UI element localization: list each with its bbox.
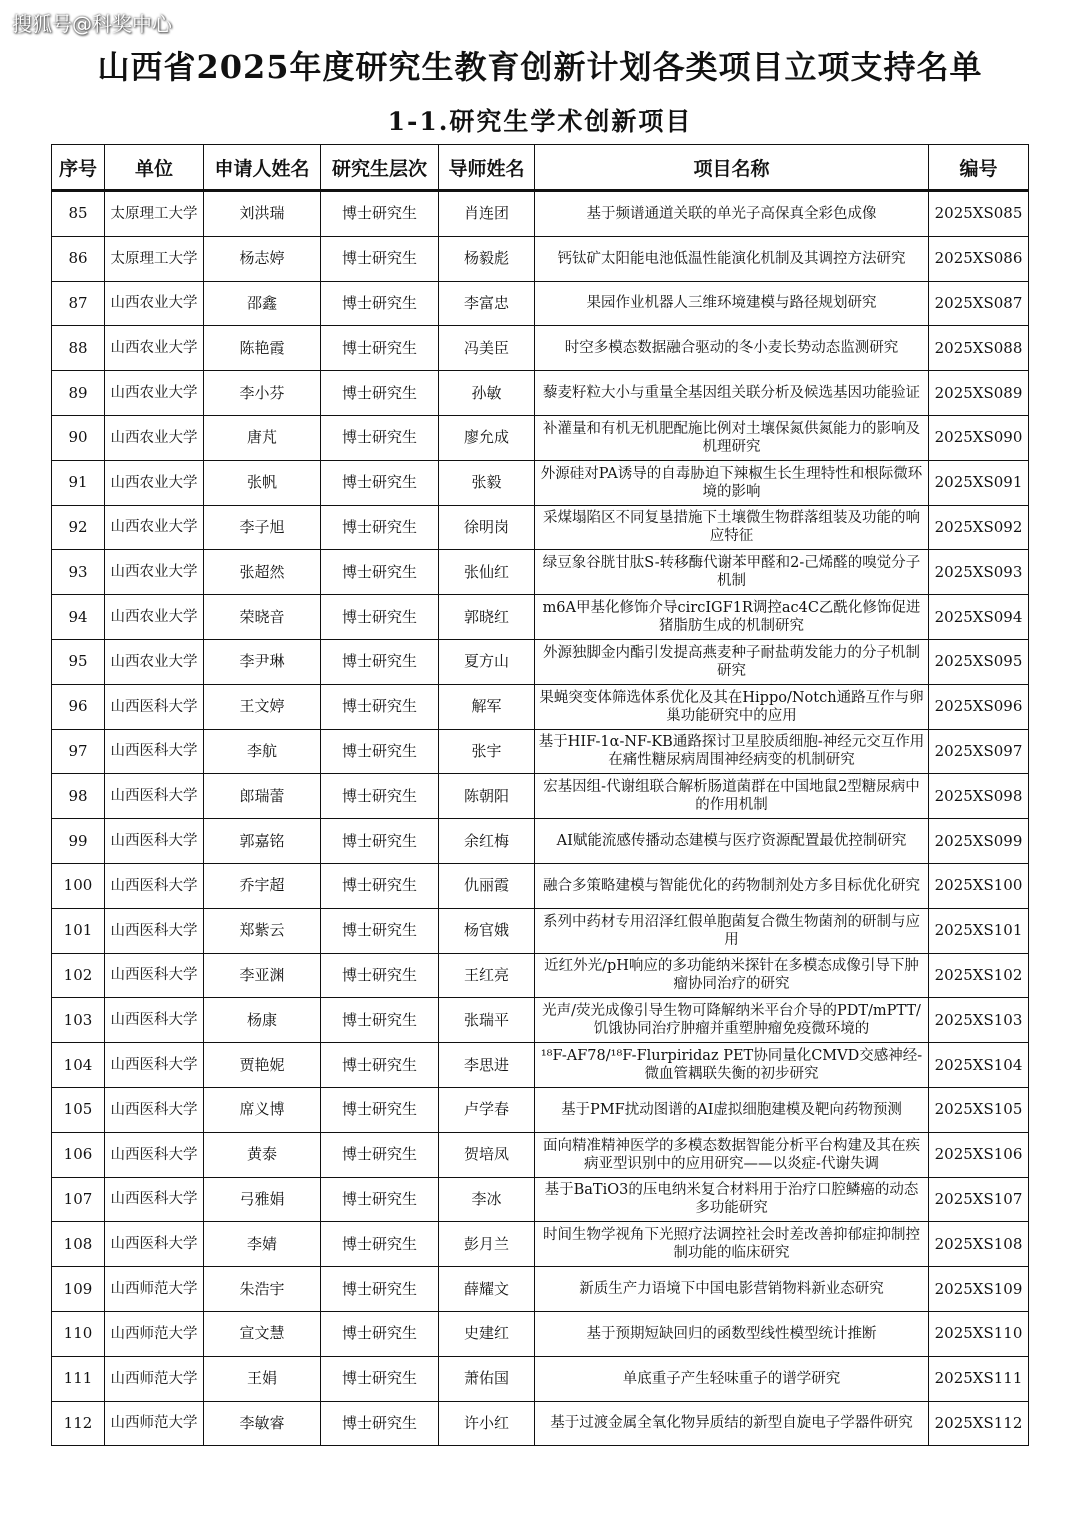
cell-unit: 山西医科大学 xyxy=(105,819,204,864)
cell-index: 92 xyxy=(52,505,105,550)
section-subtitle: 1-1.研究生学术创新项目 xyxy=(387,107,693,136)
cell-project-name: 时空多模态数据融合驱动的冬小麦长势动态监测研究 xyxy=(535,326,929,371)
cell-advisor: 杨毅彪 xyxy=(439,236,535,281)
cell-index: 109 xyxy=(52,1267,105,1312)
cell-unit: 山西农业大学 xyxy=(105,371,204,416)
cell-level: 博士研究生 xyxy=(321,729,439,774)
cell-applicant: 杨康 xyxy=(204,998,321,1043)
cell-project-name: 采煤塌陷区不同复垦措施下土壤微生物群落组装及功能的响应特征 xyxy=(535,505,929,550)
cell-applicant: 乔宇超 xyxy=(204,863,321,908)
table-row xyxy=(52,1356,1029,1401)
cell-code: 2025XS086 xyxy=(929,236,1029,281)
cell-code: 2025XS091 xyxy=(929,460,1029,505)
cell-unit: 山西农业大学 xyxy=(105,595,204,640)
cell-project-name: 融合多策略建模与智能优化的药物制剂处方多目标优化研究 xyxy=(535,863,929,908)
cell-applicant: 邵鑫 xyxy=(204,281,321,326)
cell-level: 博士研究生 xyxy=(321,326,439,371)
table-row xyxy=(52,1132,1029,1177)
table-row xyxy=(52,1267,1029,1312)
cell-code: 2025XS099 xyxy=(929,819,1029,864)
cell-unit: 山西医科大学 xyxy=(105,774,204,819)
cell-level: 博士研究生 xyxy=(321,1401,439,1446)
cell-advisor: 彭月兰 xyxy=(439,1222,535,1267)
cell-advisor: 廖允成 xyxy=(439,415,535,460)
header-index: 序号 xyxy=(52,145,105,191)
cell-level: 博士研究生 xyxy=(321,819,439,864)
table-row xyxy=(52,326,1029,371)
cell-level: 博士研究生 xyxy=(321,908,439,953)
cell-unit: 山西医科大学 xyxy=(105,1222,204,1267)
cell-unit: 山西农业大学 xyxy=(105,550,204,595)
table-row xyxy=(52,415,1029,460)
cell-project-name: 果园作业机器人三维环境建模与路径规划研究 xyxy=(535,281,929,326)
cell-level: 博士研究生 xyxy=(321,953,439,998)
cell-project-name: 单底重子产生轻味重子的谱学研究 xyxy=(535,1356,929,1401)
cell-advisor: 杨官娥 xyxy=(439,908,535,953)
cell-project-name: 宏基因组-代谢组联合解析肠道菌群在中国地鼠2型糖尿病中的作用机制 xyxy=(535,774,929,819)
table-row xyxy=(52,684,1029,729)
cell-advisor: 贺培凤 xyxy=(439,1132,535,1177)
cell-index: 101 xyxy=(52,908,105,953)
header-applicant: 申请人姓名 xyxy=(204,145,321,191)
table-row xyxy=(52,505,1029,550)
cell-advisor: 李冰 xyxy=(439,1177,535,1222)
cell-index: 106 xyxy=(52,1132,105,1177)
cell-unit: 山西农业大学 xyxy=(105,326,204,371)
cell-unit: 山西师范大学 xyxy=(105,1311,204,1356)
cell-unit: 太原理工大学 xyxy=(105,236,204,281)
cell-level: 博士研究生 xyxy=(321,1311,439,1356)
cell-level: 博士研究生 xyxy=(321,1043,439,1088)
cell-level: 博士研究生 xyxy=(321,595,439,640)
cell-index: 94 xyxy=(52,595,105,640)
cell-project-name: 基于BaTiO3的压电纳米复合材料用于治疗口腔鳞癌的动态多功能研究 xyxy=(535,1177,929,1222)
cell-index: 102 xyxy=(52,953,105,998)
cell-applicant: 荣晓音 xyxy=(204,595,321,640)
header-advisor: 导师姓名 xyxy=(439,145,535,191)
cell-applicant: 陈艳霞 xyxy=(204,326,321,371)
cell-project-name: 光声/荧光成像引导生物可降解纳米平台介导的PDT/mPTT/饥饿协同治疗肿瘤并重塑肿瘤免疫微环境的 xyxy=(535,998,929,1043)
cell-applicant: 杨志婷 xyxy=(204,236,321,281)
project-table xyxy=(51,144,1029,1446)
cell-code: 2025XS110 xyxy=(929,1311,1029,1356)
cell-index: 107 xyxy=(52,1177,105,1222)
cell-unit: 山西医科大学 xyxy=(105,1087,204,1132)
cell-index: 111 xyxy=(52,1356,105,1401)
cell-code: 2025XS090 xyxy=(929,415,1029,460)
cell-level: 博士研究生 xyxy=(321,505,439,550)
cell-applicant: 王娟 xyxy=(204,1356,321,1401)
cell-code: 2025XS092 xyxy=(929,505,1029,550)
cell-level: 博士研究生 xyxy=(321,774,439,819)
cell-code: 2025XS102 xyxy=(929,953,1029,998)
cell-advisor: 卢学春 xyxy=(439,1087,535,1132)
cell-applicant: 席义博 xyxy=(204,1087,321,1132)
table-row xyxy=(52,1177,1029,1222)
cell-unit: 山西医科大学 xyxy=(105,1043,204,1088)
cell-code: 2025XS088 xyxy=(929,326,1029,371)
cell-applicant: 李航 xyxy=(204,729,321,774)
table-body xyxy=(52,191,1029,1446)
cell-applicant: 张超然 xyxy=(204,550,321,595)
cell-advisor: 徐明岗 xyxy=(439,505,535,550)
cell-project-name: 基于HIF-1α-NF-KB通路探讨卫星胶质细胞-神经元交互作用在痛性糖尿病周围神经病变的机制研究 xyxy=(535,729,929,774)
cell-code: 2025XS085 xyxy=(929,191,1029,237)
table-row xyxy=(52,236,1029,281)
cell-advisor: 解军 xyxy=(439,684,535,729)
table-row xyxy=(52,729,1029,774)
cell-advisor: 张宇 xyxy=(439,729,535,774)
cell-project-name: 外源硅对PA诱导的自毒胁迫下辣椒生长生理特性和根际微环境的影响 xyxy=(535,460,929,505)
cell-index: 112 xyxy=(52,1401,105,1446)
cell-code: 2025XS108 xyxy=(929,1222,1029,1267)
cell-index: 93 xyxy=(52,550,105,595)
cell-applicant: 朱浩宇 xyxy=(204,1267,321,1312)
cell-level: 博士研究生 xyxy=(321,460,439,505)
cell-unit: 太原理工大学 xyxy=(105,191,204,237)
cell-unit: 山西师范大学 xyxy=(105,1401,204,1446)
cell-level: 博士研究生 xyxy=(321,550,439,595)
cell-applicant: 郑紫云 xyxy=(204,908,321,953)
cell-index: 105 xyxy=(52,1087,105,1132)
cell-project-name: 系列中药材专用沼泽红假单胞菌复合微生物菌剂的研制与应用 xyxy=(535,908,929,953)
cell-applicant: 王文婷 xyxy=(204,684,321,729)
cell-project-name: AI赋能流感传播动态建模与医疗资源配置最优控制研究 xyxy=(535,819,929,864)
cell-project-name: 果蝇突变体筛选体系优化及其在Hippo/Notch通路互作与卵巢功能研究中的应用 xyxy=(535,684,929,729)
cell-unit: 山西农业大学 xyxy=(105,415,204,460)
cell-code: 2025XS111 xyxy=(929,1356,1029,1401)
cell-applicant: 黄泰 xyxy=(204,1132,321,1177)
cell-level: 博士研究生 xyxy=(321,998,439,1043)
table-header-row xyxy=(52,145,1029,191)
table-row xyxy=(52,191,1029,237)
cell-project-name: 藜麦籽粒大小与重量全基因组关联分析及候选基因功能验证 xyxy=(535,371,929,416)
cell-unit: 山西医科大学 xyxy=(105,953,204,998)
table-row xyxy=(52,281,1029,326)
cell-level: 博士研究生 xyxy=(321,1356,439,1401)
cell-level: 博士研究生 xyxy=(321,1132,439,1177)
cell-unit: 山西农业大学 xyxy=(105,460,204,505)
cell-advisor: 肖连团 xyxy=(439,191,535,237)
table-row xyxy=(52,1043,1029,1088)
cell-code: 2025XS087 xyxy=(929,281,1029,326)
cell-applicant: 李尹琳 xyxy=(204,639,321,684)
cell-project-name: 面向精准精神医学的多模态数据智能分析平台构建及其在疾病亚型识别中的应用研究——以炎症-代谢失调 xyxy=(535,1132,929,1177)
cell-unit: 山西农业大学 xyxy=(105,639,204,684)
cell-project-name: 钙钛矿太阳能电池低温性能演化机制及其调控方法研究 xyxy=(535,236,929,281)
table-row xyxy=(52,819,1029,864)
cell-project-name: 基于预期短缺回归的函数型线性模型统计推断 xyxy=(535,1311,929,1356)
cell-advisor: 仇丽霞 xyxy=(439,863,535,908)
cell-applicant: 李婧 xyxy=(204,1222,321,1267)
cell-level: 博士研究生 xyxy=(321,863,439,908)
cell-advisor: 余红梅 xyxy=(439,819,535,864)
cell-code: 2025XS095 xyxy=(929,639,1029,684)
table-row xyxy=(52,1087,1029,1132)
cell-applicant: 郎瑞蕾 xyxy=(204,774,321,819)
cell-project-name: 时间生物学视角下光照疗法调控社会时差改善抑郁症抑制控制功能的临床研究 xyxy=(535,1222,929,1267)
cell-project-name: ¹⁸F-AF78/¹⁸F-Flurpiridaz PET协同量化CMVD交感神经-微血管耦联失衡的初步研究 xyxy=(535,1043,929,1088)
cell-advisor: 李富忠 xyxy=(439,281,535,326)
cell-code: 2025XS089 xyxy=(929,371,1029,416)
cell-advisor: 萧佑国 xyxy=(439,1356,535,1401)
cell-applicant: 李小芬 xyxy=(204,371,321,416)
cell-index: 86 xyxy=(52,236,105,281)
table-row xyxy=(52,460,1029,505)
cell-advisor: 郭晓红 xyxy=(439,595,535,640)
cell-applicant: 贾艳妮 xyxy=(204,1043,321,1088)
cell-level: 博士研究生 xyxy=(321,281,439,326)
cell-index: 104 xyxy=(52,1043,105,1088)
cell-index: 110 xyxy=(52,1311,105,1356)
cell-unit: 山西医科大学 xyxy=(105,998,204,1043)
cell-applicant: 张帆 xyxy=(204,460,321,505)
cell-advisor: 许小红 xyxy=(439,1401,535,1446)
header-code: 编号 xyxy=(929,145,1029,191)
cell-code: 2025XS107 xyxy=(929,1177,1029,1222)
cell-unit: 山西医科大学 xyxy=(105,729,204,774)
table-row xyxy=(52,550,1029,595)
cell-level: 博士研究生 xyxy=(321,415,439,460)
table-row xyxy=(52,998,1029,1043)
cell-index: 96 xyxy=(52,684,105,729)
cell-advisor: 张毅 xyxy=(439,460,535,505)
cell-unit: 山西医科大学 xyxy=(105,684,204,729)
cell-index: 97 xyxy=(52,729,105,774)
cell-advisor: 王红亮 xyxy=(439,953,535,998)
table-row xyxy=(52,1401,1029,1446)
header-unit: 单位 xyxy=(105,145,204,191)
cell-level: 博士研究生 xyxy=(321,1222,439,1267)
cell-index: 87 xyxy=(52,281,105,326)
cell-index: 103 xyxy=(52,998,105,1043)
cell-advisor: 张仙红 xyxy=(439,550,535,595)
cell-advisor: 孙敏 xyxy=(439,371,535,416)
cell-index: 99 xyxy=(52,819,105,864)
cell-applicant: 李敏睿 xyxy=(204,1401,321,1446)
cell-index: 100 xyxy=(52,863,105,908)
cell-project-name: 绿豆象谷胱甘肽S-转移酶代谢苯甲醛和2-己烯醛的嗅觉分子机制 xyxy=(535,550,929,595)
cell-index: 91 xyxy=(52,460,105,505)
cell-level: 博士研究生 xyxy=(321,371,439,416)
cell-project-name: 外源独脚金内酯引发提高燕麦种子耐盐萌发能力的分子机制研究 xyxy=(535,639,929,684)
cell-unit: 山西农业大学 xyxy=(105,505,204,550)
cell-project-name: 基于PMF扰动图谱的AI虚拟细胞建模及靶向药物预测 xyxy=(535,1087,929,1132)
cell-project-name: 补灌量和有机无机肥配施比例对土壤保氮供氮能力的影响及机理研究 xyxy=(535,415,929,460)
cell-advisor: 史建红 xyxy=(439,1311,535,1356)
cell-project-name: m6A甲基化修饰介导circIGF1R调控ac4C乙酰化修饰促进猪脂肪生成的机制研究 xyxy=(535,595,929,640)
table-row xyxy=(52,908,1029,953)
cell-advisor: 李思进 xyxy=(439,1043,535,1088)
cell-code: 2025XS103 xyxy=(929,998,1029,1043)
cell-project-name: 近红外光/pH响应的多功能纳米探针在多模态成像引导下肿瘤协同治疗的研究 xyxy=(535,953,929,998)
cell-index: 95 xyxy=(52,639,105,684)
table-row xyxy=(52,639,1029,684)
cell-advisor: 薛耀文 xyxy=(439,1267,535,1312)
cell-level: 博士研究生 xyxy=(321,236,439,281)
cell-project-name: 基于过渡金属全氧化物异质结的新型自旋电子学器件研究 xyxy=(535,1401,929,1446)
table-row xyxy=(52,863,1029,908)
table-row xyxy=(52,1222,1029,1267)
cell-code: 2025XS109 xyxy=(929,1267,1029,1312)
cell-unit: 山西医科大学 xyxy=(105,908,204,953)
cell-level: 博士研究生 xyxy=(321,639,439,684)
cell-applicant: 李亚渊 xyxy=(204,953,321,998)
cell-project-name: 新质生产力语境下中国电影营销物料新业态研究 xyxy=(535,1267,929,1312)
header-level: 研究生层次 xyxy=(321,145,439,191)
cell-advisor: 张瑞平 xyxy=(439,998,535,1043)
cell-code: 2025XS094 xyxy=(929,595,1029,640)
cell-level: 博士研究生 xyxy=(321,1177,439,1222)
cell-applicant: 弓雅娟 xyxy=(204,1177,321,1222)
cell-code: 2025XS104 xyxy=(929,1043,1029,1088)
table-row xyxy=(52,953,1029,998)
cell-applicant: 唐芃 xyxy=(204,415,321,460)
cell-code: 2025XS096 xyxy=(929,684,1029,729)
cell-applicant: 郭嘉铭 xyxy=(204,819,321,864)
cell-advisor: 陈朝阳 xyxy=(439,774,535,819)
cell-unit: 山西医科大学 xyxy=(105,863,204,908)
cell-index: 89 xyxy=(52,371,105,416)
table-row xyxy=(52,1311,1029,1356)
cell-index: 88 xyxy=(52,326,105,371)
cell-unit: 山西师范大学 xyxy=(105,1267,204,1312)
page-title: 山西省2025年度研究生教育创新计划各类项目立项支持名单 xyxy=(97,48,983,86)
cell-level: 博士研究生 xyxy=(321,191,439,237)
table-row xyxy=(52,371,1029,416)
cell-unit: 山西农业大学 xyxy=(105,281,204,326)
cell-advisor: 夏方山 xyxy=(439,639,535,684)
cell-index: 90 xyxy=(52,415,105,460)
cell-code: 2025XS093 xyxy=(929,550,1029,595)
cell-code: 2025XS112 xyxy=(929,1401,1029,1446)
cell-level: 博士研究生 xyxy=(321,1267,439,1312)
cell-index: 98 xyxy=(52,774,105,819)
cell-code: 2025XS105 xyxy=(929,1087,1029,1132)
cell-code: 2025XS097 xyxy=(929,729,1029,774)
cell-level: 博士研究生 xyxy=(321,684,439,729)
watermark-text: 搜狐号@科奖中心 xyxy=(12,12,172,36)
cell-index: 85 xyxy=(52,191,105,237)
cell-index: 108 xyxy=(52,1222,105,1267)
cell-applicant: 李子旭 xyxy=(204,505,321,550)
cell-code: 2025XS098 xyxy=(929,774,1029,819)
header-project-name: 项目名称 xyxy=(535,145,929,191)
table-row xyxy=(52,595,1029,640)
table-row xyxy=(52,774,1029,819)
cell-project-name: 基于频谱通道关联的单光子高保真全彩色成像 xyxy=(535,191,929,237)
cell-applicant: 宣文慧 xyxy=(204,1311,321,1356)
cell-level: 博士研究生 xyxy=(321,1087,439,1132)
cell-applicant: 刘洪瑞 xyxy=(204,191,321,237)
cell-code: 2025XS100 xyxy=(929,863,1029,908)
cell-advisor: 冯美臣 xyxy=(439,326,535,371)
cell-code: 2025XS101 xyxy=(929,908,1029,953)
cell-unit: 山西医科大学 xyxy=(105,1177,204,1222)
cell-code: 2025XS106 xyxy=(929,1132,1029,1177)
cell-unit: 山西医科大学 xyxy=(105,1132,204,1177)
cell-unit: 山西师范大学 xyxy=(105,1356,204,1401)
